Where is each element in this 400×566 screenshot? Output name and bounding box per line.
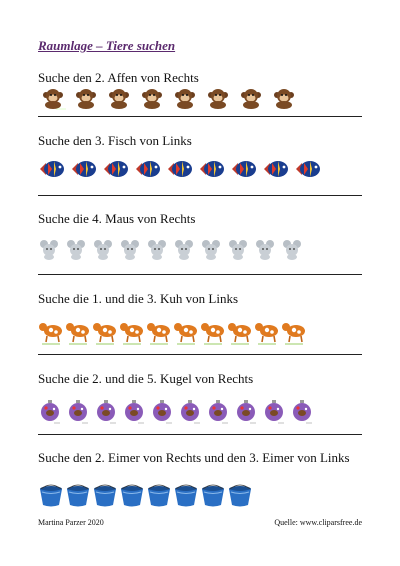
- mouse-icon: [38, 239, 60, 261]
- mouse-icon: [65, 239, 87, 261]
- cow-icon: [173, 319, 199, 345]
- fish-icon: [294, 157, 322, 181]
- bucket-icon: [146, 484, 172, 508]
- footer-source: Quelle: www.cliparsfree.de: [274, 518, 362, 527]
- picture-row: [38, 484, 253, 508]
- mouse-icon: [119, 239, 141, 261]
- fish-icon: [230, 157, 258, 181]
- mouse-icon: [281, 239, 303, 261]
- cow-icon: [92, 319, 118, 345]
- monkey-icon: [236, 86, 268, 110]
- divider-line: [38, 354, 362, 355]
- picture-row: [38, 86, 301, 110]
- picture-row: [38, 239, 303, 261]
- cow-icon: [119, 319, 145, 345]
- bucket-icon: [200, 484, 226, 508]
- monkey-icon: [269, 86, 301, 110]
- ornament-ball-icon: [122, 399, 146, 425]
- divider-line: [38, 274, 362, 275]
- bucket-icon: [92, 484, 118, 508]
- fish-icon: [262, 157, 290, 181]
- ornament-ball-icon: [206, 399, 230, 425]
- task-instruction: Suche die 2. und die 5. Kugel von Rechts: [38, 371, 254, 386]
- fish-icon: [102, 157, 130, 181]
- cow-icon: [254, 319, 280, 345]
- task-instruction: Suche den 3. Fisch von Links: [38, 133, 192, 148]
- monkey-icon: [203, 86, 235, 110]
- divider-line: [38, 116, 362, 117]
- cow-icon: [281, 319, 307, 345]
- monkey-icon: [104, 86, 136, 110]
- task-instruction: Suche den 2. Affen von Rechts: [38, 70, 199, 85]
- divider-line: [38, 195, 362, 196]
- bucket-icon: [65, 484, 91, 508]
- ornament-ball-icon: [290, 399, 314, 425]
- page-title: Raumlage – Tiere suchen: [38, 38, 176, 53]
- task-section-1: [38, 70, 362, 86]
- bucket-icon: [173, 484, 199, 508]
- task-instruction: Suche den 2. Eimer von Rechts und den 3. Eimer von Links: [38, 450, 350, 465]
- task-instruction: Suche die 1. und die 3. Kuh von Links: [38, 291, 239, 306]
- cow-icon: [146, 319, 172, 345]
- cow-icon: [200, 319, 226, 345]
- ornament-ball-icon: [150, 399, 174, 425]
- picture-row: [38, 319, 307, 345]
- monkey-icon: [71, 86, 103, 110]
- monkey-icon: [170, 86, 202, 110]
- cow-icon: [227, 319, 253, 345]
- mouse-icon: [200, 239, 222, 261]
- task-section-2: [38, 133, 362, 149]
- mouse-icon: [173, 239, 195, 261]
- ornament-ball-icon: [38, 399, 62, 425]
- task-section-4: [38, 291, 362, 307]
- monkey-icon: [38, 86, 70, 110]
- mouse-icon: [254, 239, 276, 261]
- mouse-icon: [146, 239, 168, 261]
- mouse-icon: [227, 239, 249, 261]
- monkey-icon: [137, 86, 169, 110]
- task-section-6: [38, 450, 362, 466]
- fish-icon: [198, 157, 226, 181]
- task-section-5: [38, 371, 362, 387]
- divider-line: [38, 434, 362, 435]
- fish-icon: [70, 157, 98, 181]
- cow-icon: [38, 319, 64, 345]
- footer-author: Martina Parzer 2020: [38, 518, 104, 527]
- fish-icon: [166, 157, 194, 181]
- bucket-icon: [38, 484, 64, 508]
- bucket-icon: [119, 484, 145, 508]
- picture-row: [38, 157, 322, 181]
- ornament-ball-icon: [234, 399, 258, 425]
- task-section-3: [38, 211, 362, 227]
- cow-icon: [65, 319, 91, 345]
- ornament-ball-icon: [178, 399, 202, 425]
- mouse-icon: [92, 239, 114, 261]
- fish-icon: [38, 157, 66, 181]
- bucket-icon: [227, 484, 253, 508]
- picture-row: [38, 399, 314, 425]
- task-instruction: Suche die 4. Maus von Rechts: [38, 211, 196, 226]
- ornament-ball-icon: [262, 399, 286, 425]
- fish-icon: [134, 157, 162, 181]
- ornament-ball-icon: [94, 399, 118, 425]
- ornament-ball-icon: [66, 399, 90, 425]
